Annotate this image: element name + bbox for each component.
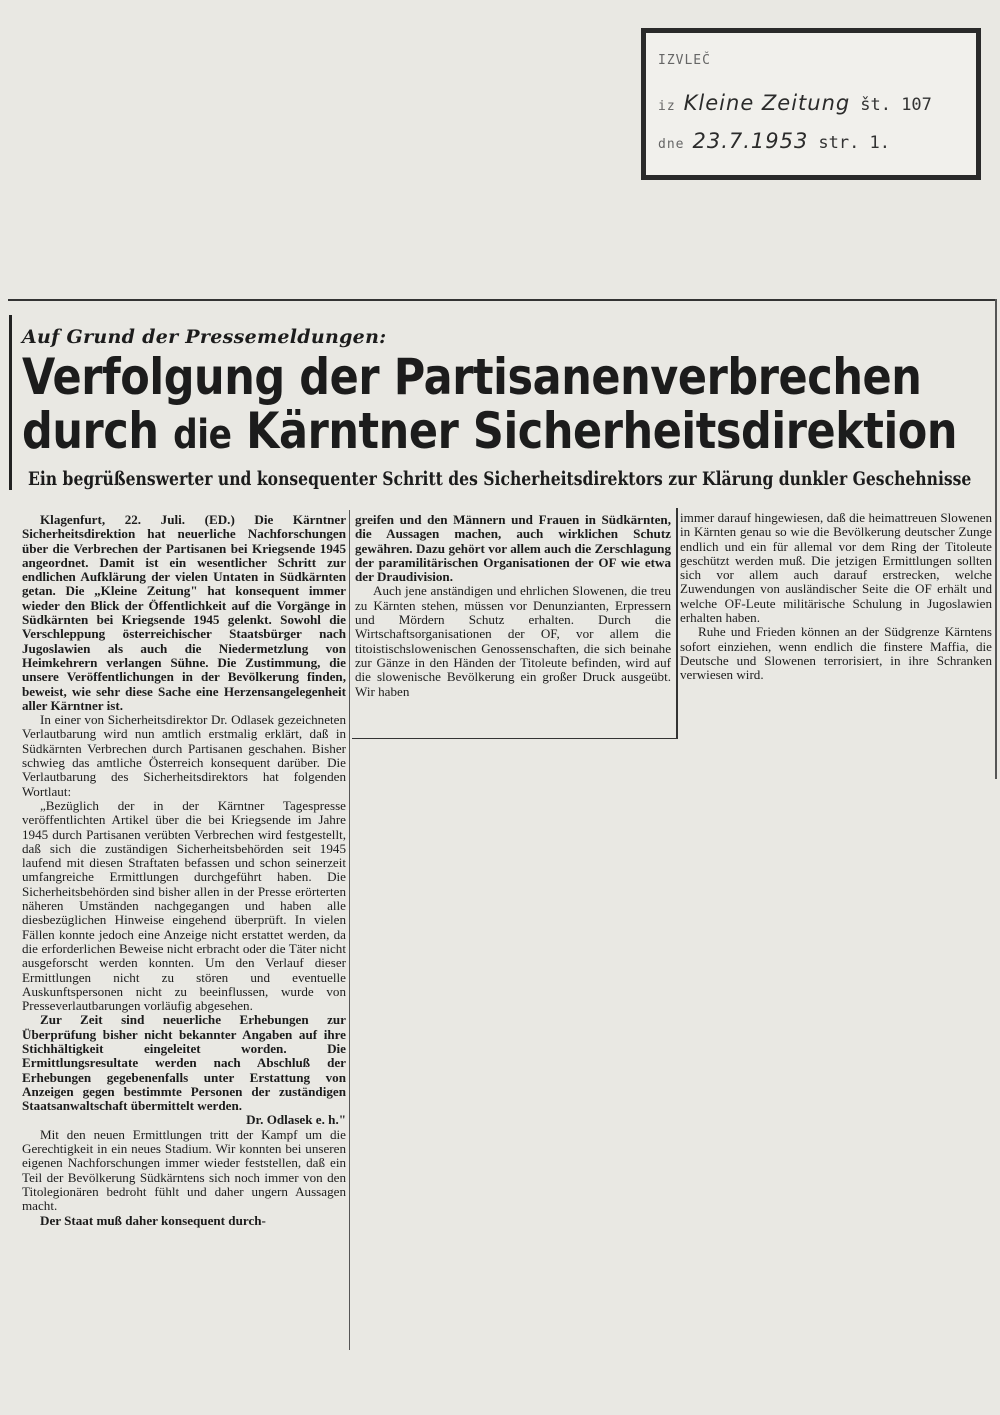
stamp-page-number: str. 1.: [818, 133, 891, 153]
article-headline: [22, 348, 958, 462]
paragraph-continuation: immer darauf hingewiesen, daß die heimattreuen Slowenen in Kärnten genau so wie die Bevölkerung deutscher Zunge endlich und ein für allemal vor dem Ring der Titoleute geschützt werden muß. Die jetzigen Ermittlungen sollten sich vor allem auch darauf erstrecken, welche Zuwendungen von ausländischer Seite die OF erhält und welche OF-Leute militärische Schulung in Jugoslawien erhalten haben.: [680, 510, 992, 626]
paragraph-continued: Der Staat muß daher konsequent durch-: [40, 1212, 266, 1228]
paragraph: Mit den neuen Ermittlungen tritt der Kampf um die Gerechtigkeit in ein neues Stadium. Wir konnten bei unseren eigenen Nachforschungen immer wieder feststellen, daß ein Teil der Bevölkerung Südkärntens sich noch immer von den Titolegionären bedroht fühlt und daher ungern Aussagen macht.: [22, 1126, 346, 1214]
article-subheadline: Ein begrüßenswerter und konsequenter Schritt des Sicherheitsdirektors zur Klärung dunkler Geschehnisse: [28, 468, 972, 490]
stamp-label-iz: iz: [658, 99, 676, 114]
stamp-label-izvlec: IZVLEČ: [658, 53, 711, 68]
headline-word-durch: durch: [22, 402, 159, 460]
paragraph: In einer von Sicherheitsdirektor Dr. Odlasek gezeichneten Verlautbarung wird nun amtlich erstmalig erklärt, daß in Südkärnten Verbrechen durch Partisanen geschahen. Bisher schwieg das amtliche Österreich konsequent darüber. Die Verlautbarung des Sicherheitsdirektors hat folgenden Wortlaut:: [22, 712, 346, 799]
stamp-row-date: [658, 129, 962, 167]
headline-line-1: Verfolgung der Partisanenverbrechen: [22, 348, 922, 406]
clipping-right-border: [995, 299, 997, 779]
headline-rest: Kärntner Sicherheitsdirektion: [246, 402, 958, 460]
stamp-label-dne: dne: [658, 137, 685, 152]
stamp-date: 23.7.1953: [692, 129, 809, 153]
archive-stamp: [641, 28, 981, 180]
article-kicker: Auf Grund der Pressemeldungen:: [22, 326, 387, 348]
article-column-2: [355, 513, 671, 699]
headline-line-2: [22, 402, 958, 462]
clipping-left-border: [9, 315, 12, 490]
paragraph-continuation: greifen und den Männern und Frauen in Südkärnten, die Aussagen machen, auch wirklichen Schutz gewähren. Dazu gehört vor allem auch die Zerschlagung der paramilitärischen Organisationen der OF wie etwa der Draudivision.: [355, 512, 671, 585]
stamp-issue-number: št. 107: [860, 95, 932, 115]
article-column-3: [680, 511, 992, 683]
paragraph-quote: „Bezüglich der in der Kärntner Tagespresse veröffentlichten Artikel über die bei Kriegsende im Jahre 1945 durch Partisanen verübten Verbrechen wird festgestellt, daß sich die zuständigen Sicherheitsbehörden seit 1945 laufend mit diesen Straftaten befassen und schon seinerzeit umfangreiche Ermittlungen durchgeführt haben. Die Sicherheitsbehörden sind bisher allen in der Presse erörterten näheren Umständen nachgegangen und haben alle diesbezüglichen Hinweise eingehend überprüft. In vielen Fällen konnte jedoch eine Anzeige nicht erstattet werden, da die erforderlichen Beweise nicht erbracht oder die Täter nicht ausgeforscht werden konnten. Um den Verlauf dieser Ermittlungen nicht zu stören und eventuelle Auskunftspersonen nicht zu beeinflussen, wurde von Presseverlautbarungen vorläufig abgesehen.: [22, 797, 346, 1014]
paragraph: Ruhe und Frieden können an der Südgrenze Kärntens sofort einziehen, wenn endlich die finstere Maffia, die Deutsche und Slowenen terrorisiert, in ihre Schranken verwiesen wird.: [680, 624, 992, 683]
signature: Dr. Odlasek e. h.": [246, 1112, 346, 1128]
paragraph-quote-bold: Zur Zeit sind neuerliche Erhebungen zur Überprüfung bisher nicht bekannter Angaben auf ihre Stichhältigkeit eingeleitet worden. Die Ermittlungsresultate werden nach Abschluß der Erhebungen gegebenenfalls unter Erstattung von Anzeigen gegen bestimmte Personen der zuständigen Staatsanwaltschaft übermittelt werden.: [22, 1012, 346, 1114]
stamp-row-paper: [658, 91, 962, 129]
column-end-rule: [352, 738, 678, 739]
stamp-paper-name: Kleine Zeitung: [683, 91, 851, 115]
headline-word-die: die: [173, 412, 232, 458]
column-divider: [676, 508, 678, 738]
stamp-row-source: [658, 53, 962, 91]
clipping-top-border: [8, 299, 996, 301]
paragraph-lead: Klagenfurt, 22. Juli. (ED.) Die Kärntner Sicherheitsdirektion hat neuerliche Nachforschungen über die Verbrechen der Partisanen bei Kriegsende 1945 angeordnet. Damit ist ein wesentlicher Schritt zur endlichen Aufklärung der vielen Untaten in Südkärnten getan. Die „Kleine Zeitung" hat konsequent immer wieder den Blick der Öffentlichkeit auf die Vorgänge in Südkärnten bei Kriegsende 1945 gelenkt. Sowohl die Verschleppung österreichischer Staatsbürger nach Jugoslawien als auch die Niedermetzlung von Heimkehrern verlangen Sühne. Die Zustimmung, die unsere Veröffentlichungen in der Bevölkerung finden, beweist, wie sehr diese Sache eine Herzensangelegenheit aller Kärntner ist.: [22, 512, 346, 713]
paragraph: Auch jene anständigen und ehrlichen Slowenen, die treu zu Kärnten stehen, müssen vor Denunzianten, Erpressern und Mördern Schutz erhalten. Durch die Wirtschaftsorganisationen der OF, vor allem die titoistischslowenischen Genossenschaften, die sich beinahe zur Gänze in den Händen der Titoleute befinden, wird auf die slowenische Bevölkerung ein großer Druck ausgeübt. Wir haben: [355, 583, 671, 699]
article-column-1: [22, 513, 346, 1228]
column-divider: [349, 510, 350, 1350]
